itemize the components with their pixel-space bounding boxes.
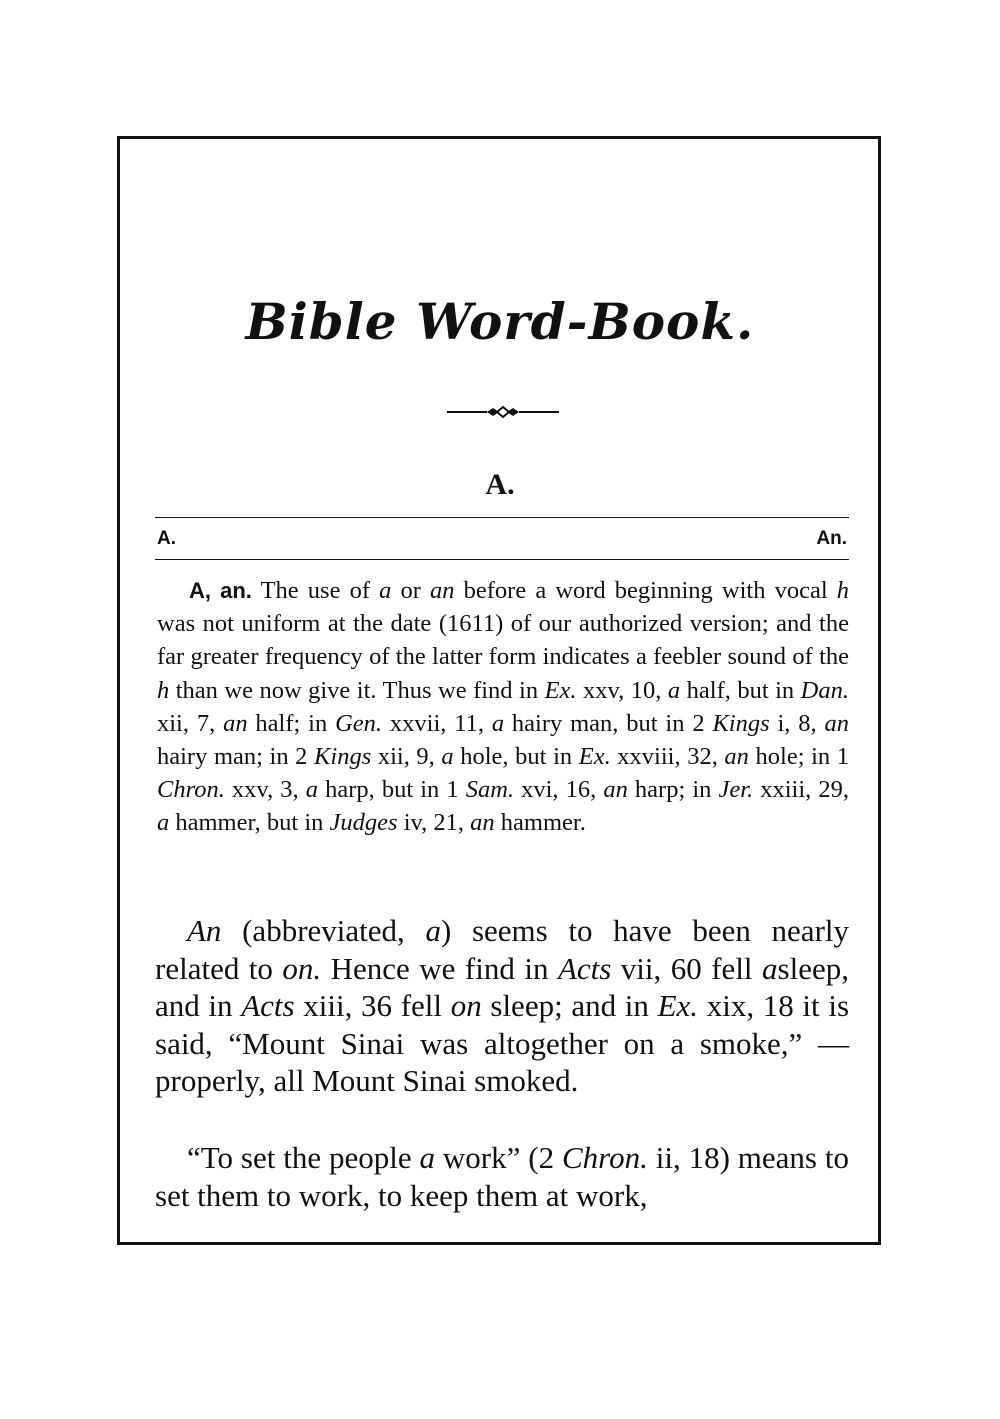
running-head-top-rule — [155, 517, 849, 518]
running-head-left: A. — [157, 528, 176, 549]
running-head-bottom-rule — [155, 559, 849, 560]
book-title: Bible Word-Book. — [245, 292, 755, 351]
paragraph-an-on: An (abbreviated, a) seems to have been nearly related to on. Hence we find in Acts vii, 60 fell asleep, and in Acts xiii, 36 fell on sleep; and in Ex. xix, 18 it is said, “Mount Sinai was altogether on a smoke,” — properly, all Mount Sinai smoked. — [155, 913, 850, 1099]
paragraph-a-work: “To set the people a work” (2 Chron. ii, 18) means to set them to work, to keep them at work, — [155, 1140, 850, 1213]
section-letter: A. — [485, 468, 515, 501]
diamond-rule-ornament — [447, 402, 559, 422]
entry-a-an-paragraph: A, an. The use of a or an before a word beginning with vocal h was not uniform at the date (1611) of our authorized version; and the far greater frequency of the latter form indicates a feebler sound of the h than we now give it. Thus we find in Ex. xxv, 10, a half, but in Dan. xii, 7, an half; in Gen. xxvii, 11, a hairy man, but in 2 Kings i, 8, an hairy man; in 2 Kings xii, 9, a hole, but in Ex. xxviii, 32, an hole; in 1 Chron. xxv, 3, a harp, but in 1 Sam. xvi, 16, an harp; in Jer. xxiii, 29, a hammer, but in Judges iv, 21, an hammer. — [157, 577, 850, 837]
entry-headword: A, an. — [189, 578, 252, 603]
running-head-right: An. — [816, 528, 847, 549]
